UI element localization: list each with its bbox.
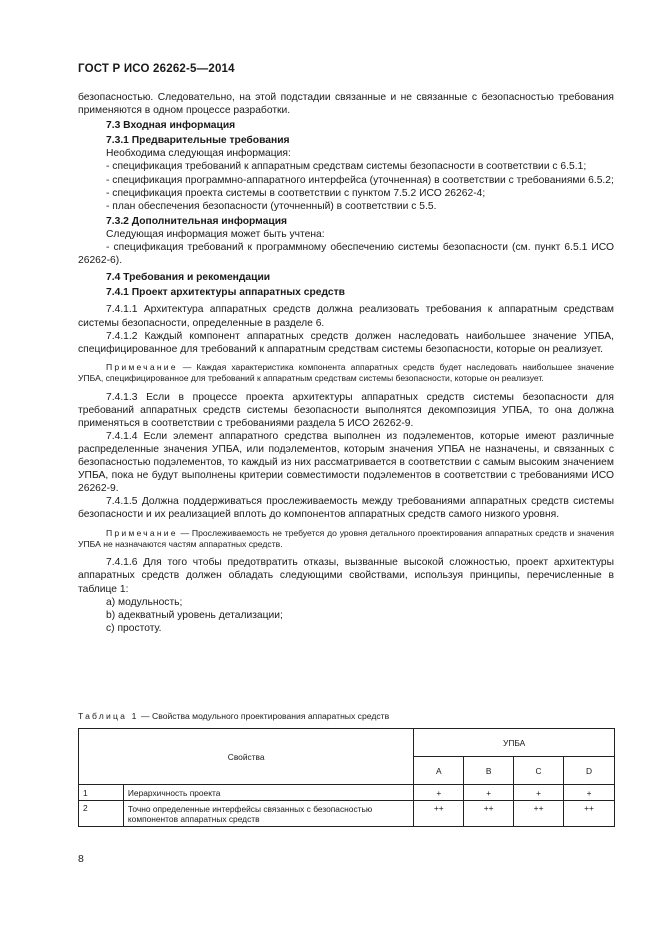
list-item: - спецификация проекта системы в соответствии с пунктом 7.5.2 ИСО 26262-4; [106, 187, 486, 199]
row-property: Иерархичность проекта [123, 785, 413, 801]
note-2 [78, 528, 614, 551]
row-number: 2 [79, 801, 124, 827]
properties-table [78, 728, 615, 827]
paragraph-7-4-1-4: 7.4.1.4 Если элемент аппаратного средства выполнен из подэлементов, которые имеют различные распределенные значения УПБА, или подэлементов, которым значения УПБА не назначены, и связанных с безопасностью подэлементов, то каждый из них рассматривается в соответствии с самым высоким значением УПБА, пока не будут выполнены критерии совместимости подэлементов в соответствии с требованиями ИСО 26262-9. [78, 430, 614, 495]
note-label: Примечание [106, 361, 178, 372]
row-value: + [514, 785, 564, 801]
note-label: Примечание [106, 527, 178, 538]
heading-7-3-1: 7.3.1 Предварительные требования [106, 135, 290, 147]
list-item: b) адекватный уровень детализации; [106, 609, 283, 621]
row-value: + [564, 785, 615, 801]
list-item: - спецификация требований к программному обеспечению системы безопасности (см. пункт 6.5.1 ИСО 26262-6). [78, 242, 614, 267]
page-number: 8 [78, 853, 84, 865]
header-upba: УПБА [414, 729, 615, 757]
row-value: ++ [514, 801, 564, 827]
table-caption-text: — Свойства модульного проектирования аппаратных средств [138, 711, 390, 721]
heading-7-3-2: 7.3.2 Дополнительная информация [106, 215, 288, 227]
header-properties: Свойства [79, 729, 414, 785]
list-item: - спецификация требований к аппаратным средствам системы безопасности в соответствии с 6.5.1; [106, 161, 587, 173]
note-1 [78, 362, 614, 385]
row-value: + [414, 785, 464, 801]
note-text: — Прослеживаемость не требуется до уровня детального проектирования аппаратных средств и значения УПБА не назначаются частям аппаратных средств. [78, 527, 614, 549]
list-item: - план обеспечения безопасности (уточненный) в соответствии с 5.5. [106, 200, 437, 212]
row-value: + [464, 785, 514, 801]
heading-7-4: 7.4 Требования и рекомендации [106, 272, 271, 284]
paragraph-intro: безопасностью. Следовательно, на этой подстадии связанные и не связанные с безопасностью требования применяются в одном процессе разработки. [78, 92, 614, 117]
paragraph: Следующая информация может быть учтена: [106, 228, 325, 240]
table-row [79, 785, 615, 801]
document-header: ГОСТ Р ИСО 26262-5—2014 [78, 63, 235, 75]
paragraph-7-4-1-3: 7.4.1.3 Если в процессе проекта архитектуры аппаратных средств системы безопасности для требований аппаратных средств системы безопасности выполнятся декомпозиция УПБА, то она должна применяться в соответствии с требованиями раздела 5 ИСО 26262-9. [78, 391, 614, 429]
row-value: ++ [414, 801, 464, 827]
header-level-b: B [464, 757, 514, 785]
document-body [78, 91, 614, 635]
list-item: а) модульность; [106, 596, 183, 608]
row-number: 1 [79, 785, 124, 801]
list-item: - спецификация программно-аппаратного интерфейса (уточненная) в соответствии с требованиями 6.5.2; [106, 174, 614, 186]
row-value: ++ [564, 801, 615, 827]
paragraph-7-4-1-5: 7.4.1.5 Должна поддерживаться прослеживаемость между требованиями аппаратных средств системы безопасности и их реализацией вплоть до компонентов аппаратных средств самого низкого уровня. [78, 496, 614, 521]
list-item: с) простоту. [106, 622, 162, 634]
paragraph: Необходима следующая информация: [106, 148, 291, 160]
row-value: ++ [464, 801, 514, 827]
table-row [79, 801, 615, 827]
note-text: — Каждая характеристика компонента аппаратных средств будет наследовать наибольшее значение УПБА, специфицированное для требований к аппаратным средствам системы безопасности, которые он реализует. [78, 361, 614, 384]
paragraph-7-4-1-2: 7.4.1.2 Каждый компонент аппаратных средств должен наследовать наибольшее значение УПБА, специфицированное для требований к аппаратным средствам системы безопасности, которые он реализует. [78, 330, 614, 355]
heading-7-3: 7.3 Входная информация [106, 120, 236, 132]
paragraph-7-4-1-1: 7.4.1.1 Архитектура аппаратных средств должна реализовать требования к аппаратным средствам системы безопасности, определенные в разделе 6. [78, 304, 614, 329]
paragraph-7-4-1-6: 7.4.1.6 Для того чтобы предотвратить отказы, вызванные высокой сложностью, проект архитектуры аппаратных средств должен обладать следующими свойствами, используя принципы, перечисленные в таблице 1: [78, 557, 614, 595]
row-property: Точно определенные интерфейсы связанных с безопасностью компонентов аппаратных средств [123, 801, 413, 827]
header-level-a: A [414, 757, 464, 785]
table-caption [78, 711, 389, 721]
heading-7-4-1: 7.4.1 Проект архитектуры аппаратных средств [106, 287, 346, 299]
table-caption-label: Таблица 1 [78, 711, 139, 721]
header-level-d: D [564, 757, 615, 785]
header-level-c: C [514, 757, 564, 785]
